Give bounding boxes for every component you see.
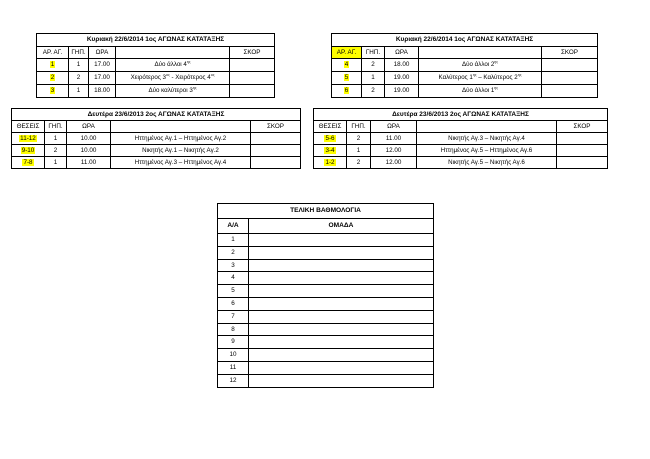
rank-cell: 11 [218,361,249,374]
court-cell: 2 [362,59,385,72]
col-header-match [111,121,251,133]
schedule-table-round2-right [313,108,608,169]
match-text-a: Χειρότερος 3 [130,74,167,81]
match-text-b: - Χειρότερος 4 [169,74,211,81]
match-number-cell [37,72,69,85]
ordinal-suffix-2: ος [210,73,215,77]
col-header-score: ΣΚΟΡ [557,121,608,133]
court-cell: 1 [45,133,67,145]
rank-cell: 1 [218,234,249,247]
match-number-cell [332,85,362,98]
match-cell: Νικητής Αγ.5 – Νικητής Αγ.6 [417,157,557,169]
rank-cell: 10 [218,349,249,362]
court-cell: 1 [347,145,371,157]
table-row [12,157,301,169]
team-cell[interactable] [249,259,434,272]
court-cell: 2 [347,157,371,169]
positions-value: 3-4 [325,147,335,154]
col-header-match-no: ΑΡ. ΑΓ. [37,47,69,59]
match-cell: Νικητής Αγ.3 – Νικητής Αγ.4 [417,133,557,145]
table-row [37,72,275,85]
court-cell: 2 [362,85,385,98]
table-row [12,133,301,145]
match-cell: Ηττημένος Αγ.5 – Ηττημένος Αγ.6 [417,145,557,157]
team-cell[interactable] [249,285,434,298]
col-header-match [419,47,542,59]
match-cell [419,59,542,72]
col-header-team: ΟΜΑΔΑ [249,219,434,234]
rank-cell: 9 [218,336,249,349]
ordinal-suffix: ος [166,73,170,77]
score-cell[interactable] [542,59,598,72]
match-cell [419,85,542,98]
col-header-court: ΓΗΠ. [45,121,67,133]
match-cell [116,85,230,98]
rank-cell: 7 [218,310,249,323]
col-header-match-no: ΑΡ. ΑΓ. [332,47,362,59]
rank-cell: 2 [218,246,249,259]
col-header-time: ΩΡΑ [385,47,419,59]
team-cell[interactable] [249,310,434,323]
positions-cell [314,133,347,145]
final-standings-title: ΤΕΛΙΚΗ ΒΑΘΜΟΛΟΓΙΑ [218,204,434,219]
time-cell: 19.00 [385,85,419,98]
col-header-match [116,47,230,59]
rank-cell: 3 [218,259,249,272]
table-row [314,133,608,145]
positions-value: 9-10 [21,147,35,154]
positions-value: 11-12 [20,135,36,142]
standings-row [218,259,434,272]
score-cell[interactable] [542,72,598,85]
standings-row [218,349,434,362]
table-title: Κυριακή 22/6/2014 1ος ΑΓΩΝΑΣ ΚΑΤΑΤΑΞΗΣ [332,34,598,47]
ordinal-suffix: ης [192,86,197,90]
team-cell[interactable] [249,246,434,259]
court-cell: 2 [69,72,89,85]
col-header-time: ΩΡΑ [89,47,116,59]
score-cell[interactable] [251,133,301,145]
standings-row [218,310,434,323]
col-header-time: ΩΡΑ [371,121,417,133]
table-title: Δευτέρα 23/6/2013 2ος ΑΓΩΝΑΣ ΚΑΤΑΤΑΞΗΣ [314,109,608,121]
ordinal-suffix: ης [494,60,499,64]
col-header-court: ΓΗΠ. [362,47,385,59]
col-header-rank: Α/Α [218,219,249,234]
time-cell: 18.00 [89,85,116,98]
time-cell: 11.00 [371,133,417,145]
positions-value: 5-6 [325,135,335,142]
score-cell[interactable] [557,145,608,157]
table-row [314,145,608,157]
table-title: Δευτέρα 23/6/2013 2ος ΑΓΩΝΑΣ ΚΑΤΑΤΑΞΗΣ [12,109,301,121]
col-header-positions: ΘΕΣΕΙΣ [314,121,347,133]
court-cell: 1 [362,72,385,85]
ordinal-suffix: ης [472,73,477,77]
schedule-table-round1-left [36,33,275,98]
time-cell: 19.00 [385,72,419,85]
col-header-positions: ΘΕΣΕΙΣ [12,121,45,133]
score-cell[interactable] [557,157,608,169]
match-number: 4 [344,61,349,68]
court-cell: 1 [69,59,89,72]
match-number: 3 [50,87,55,94]
schedule-table-round1-right [331,33,598,98]
match-number-cell [37,59,69,72]
match-cell: Ηττημένος Αγ.3 – Ηττημένος Αγ.4 [111,157,251,169]
time-cell: 12.00 [371,145,417,157]
match-cell [419,72,542,85]
col-header-court: ΓΗΠ. [347,121,371,133]
standings-row [218,285,434,298]
positions-cell [12,145,45,157]
ordinal-suffix: ης [186,60,191,64]
court-cell: 1 [69,85,89,98]
table-row [332,59,598,72]
positions-cell [314,157,347,169]
time-cell: 10.00 [67,145,111,157]
standings-row [218,234,434,247]
rank-cell: 6 [218,297,249,310]
ordinal-suffix: ης [494,86,499,90]
col-header-score: ΣΚΟΡ [542,47,598,59]
match-text-b: – Καλύτερος 2 [476,74,518,81]
time-cell: 17.00 [89,72,116,85]
table-row [332,72,598,85]
standings-row [218,323,434,336]
court-cell: 2 [45,145,67,157]
table-row [332,85,598,98]
ordinal-suffix-2: ης [517,73,522,77]
match-cell: Νικητής Αγ.1 – Νικητής Αγ.2 [111,145,251,157]
court-cell: 2 [347,133,371,145]
team-cell[interactable] [249,336,434,349]
positions-cell [12,157,45,169]
rank-cell: 12 [218,374,249,387]
table-row [314,157,608,169]
col-header-score: ΣΚΟΡ [230,47,275,59]
positions-cell [12,133,45,145]
time-cell: 11.00 [67,157,111,169]
match-cell: Ηττημένος Αγ.1 – Ηττημένος Αγ.2 [111,133,251,145]
positions-value: 1-2 [325,159,335,166]
schedule-table-round2-left [11,108,301,169]
team-cell[interactable] [249,361,434,374]
col-header-time: ΩΡΑ [67,121,111,133]
match-number-cell [332,59,362,72]
standings-row [218,272,434,285]
table-row [12,145,301,157]
team-cell[interactable] [249,323,434,336]
match-text-a: Δύο άλλοι 1 [461,87,495,94]
final-standings-table [217,203,434,388]
rank-cell: 5 [218,285,249,298]
standings-row [218,297,434,310]
table-row [37,59,275,72]
standings-row [218,246,434,259]
team-cell[interactable] [249,297,434,310]
score-cell[interactable] [251,145,301,157]
match-number-cell [332,72,362,85]
match-text-a: Δύο άλλοι 4 [154,61,187,68]
match-cell [116,72,230,85]
positions-cell [314,145,347,157]
rank-cell: 8 [218,323,249,336]
match-number: 1 [50,61,55,68]
time-cell: 12.00 [371,157,417,169]
match-number: 6 [344,87,349,94]
table-title: Κυριακή 22/6/2014 1ος ΑΓΩΝΑΣ ΚΑΤΑΤΑΞΗΣ [37,34,275,47]
time-cell: 10.00 [67,133,111,145]
standings-row [218,361,434,374]
score-cell[interactable] [542,85,598,98]
match-text-a: Δύο καλύτεροι 3 [148,87,193,94]
time-cell: 17.00 [89,59,116,72]
team-cell[interactable] [249,374,434,387]
match-cell [116,59,230,72]
match-number: 5 [344,74,349,81]
table-row [37,85,275,98]
team-cell[interactable] [249,272,434,285]
match-number-cell [37,85,69,98]
score-cell[interactable] [230,72,275,85]
score-cell[interactable] [230,59,275,72]
col-header-score: ΣΚΟΡ [251,121,301,133]
score-cell[interactable] [557,133,608,145]
standings-row [218,336,434,349]
team-cell[interactable] [249,234,434,247]
col-header-match [417,121,557,133]
score-cell[interactable] [251,157,301,169]
positions-value: 7-8 [23,159,33,166]
col-header-court: ΓΗΠ. [69,47,89,59]
score-cell[interactable] [230,85,275,98]
standings-row [218,374,434,387]
match-number: 2 [50,74,55,81]
match-text-a: Δύο άλλοι 2 [461,61,495,68]
time-cell: 18.00 [385,59,419,72]
rank-cell: 4 [218,272,249,285]
team-cell[interactable] [249,349,434,362]
court-cell: 1 [45,157,67,169]
match-text-a: Καλύτερος 1 [438,74,473,81]
